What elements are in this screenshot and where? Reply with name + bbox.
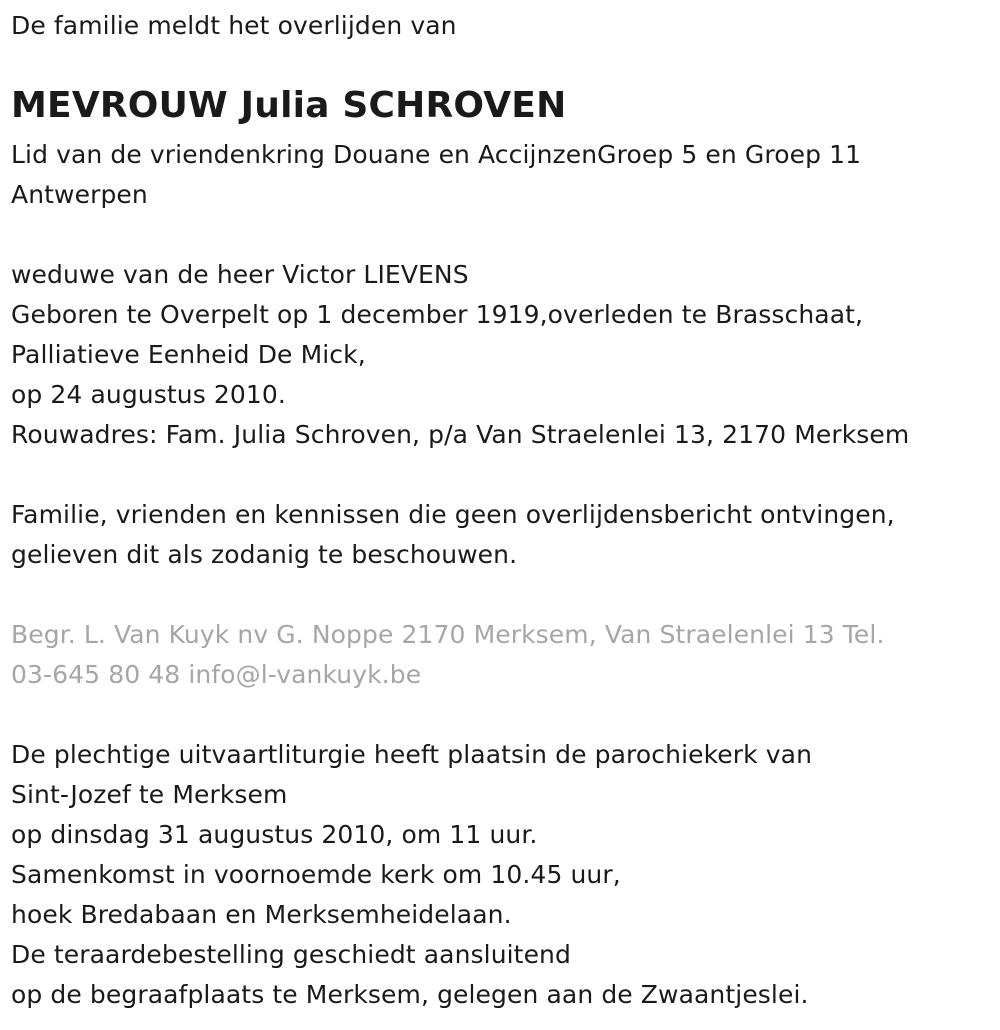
funeral-director-contact: 03-645 80 48 info@l-vankuyk.be: [11, 660, 422, 689]
notice-block: [11, 495, 895, 575]
death-date-line: op 24 augustus 2010.: [11, 380, 286, 409]
funeral-director-line: Begr. L. Van Kuyk nv G. Noppe 2170 Merksem, Van Straelenlei 13 Tel.: [11, 620, 885, 649]
affiliation-block: [11, 135, 861, 215]
ceremony-block: [11, 735, 812, 1015]
details-block: [11, 255, 909, 455]
place-line: Palliatieve Eenheid De Mick,: [11, 340, 366, 369]
spouse-line: weduwe van de heer Victor LIEVENS: [11, 260, 469, 289]
ceremony-line: Samenkomst in voornoemde kerk om 10.45 uur,: [11, 860, 621, 889]
affiliation-line: Antwerpen: [11, 180, 148, 209]
notice-line: gelieven dit als zodanig te beschouwen.: [11, 540, 518, 569]
ceremony-line: op de begraafplaats te Merksem, gelegen aan de Zwaantjeslei.: [11, 980, 809, 1009]
ceremony-line: hoek Bredabaan en Merksemheidelaan.: [11, 900, 512, 929]
affiliation-line: Lid van de vriendenkring Douane en AccijnzenGroep 5 en Groep 11: [11, 140, 862, 169]
ceremony-line: Sint-Jozef te Merksem: [11, 780, 288, 809]
ceremony-line: De plechtige uitvaartliturgie heeft plaatsin de parochiekerk van: [11, 740, 813, 769]
ceremony-line: De teraardebestelling geschiedt aansluitend: [11, 940, 571, 969]
ceremony-line: op dinsdag 31 augustus 2010, om 11 uur.: [11, 820, 538, 849]
deceased-name: MEVROUW Julia SCHROVEN: [11, 85, 567, 126]
birth-death-line: Geboren te Overpelt op 1 december 1919,overleden te Brasschaat,: [11, 300, 864, 329]
notice-line: Familie, vrienden en kennissen die geen overlijdensbericht ontvingen,: [11, 500, 895, 529]
funeral-director-block: [11, 615, 885, 695]
intro-text: De familie meldt het overlijden van: [11, 11, 457, 40]
mourning-address-line: Rouwadres: Fam. Julia Schroven, p/a Van Straelenlei 13, 2170 Merksem: [11, 420, 910, 449]
